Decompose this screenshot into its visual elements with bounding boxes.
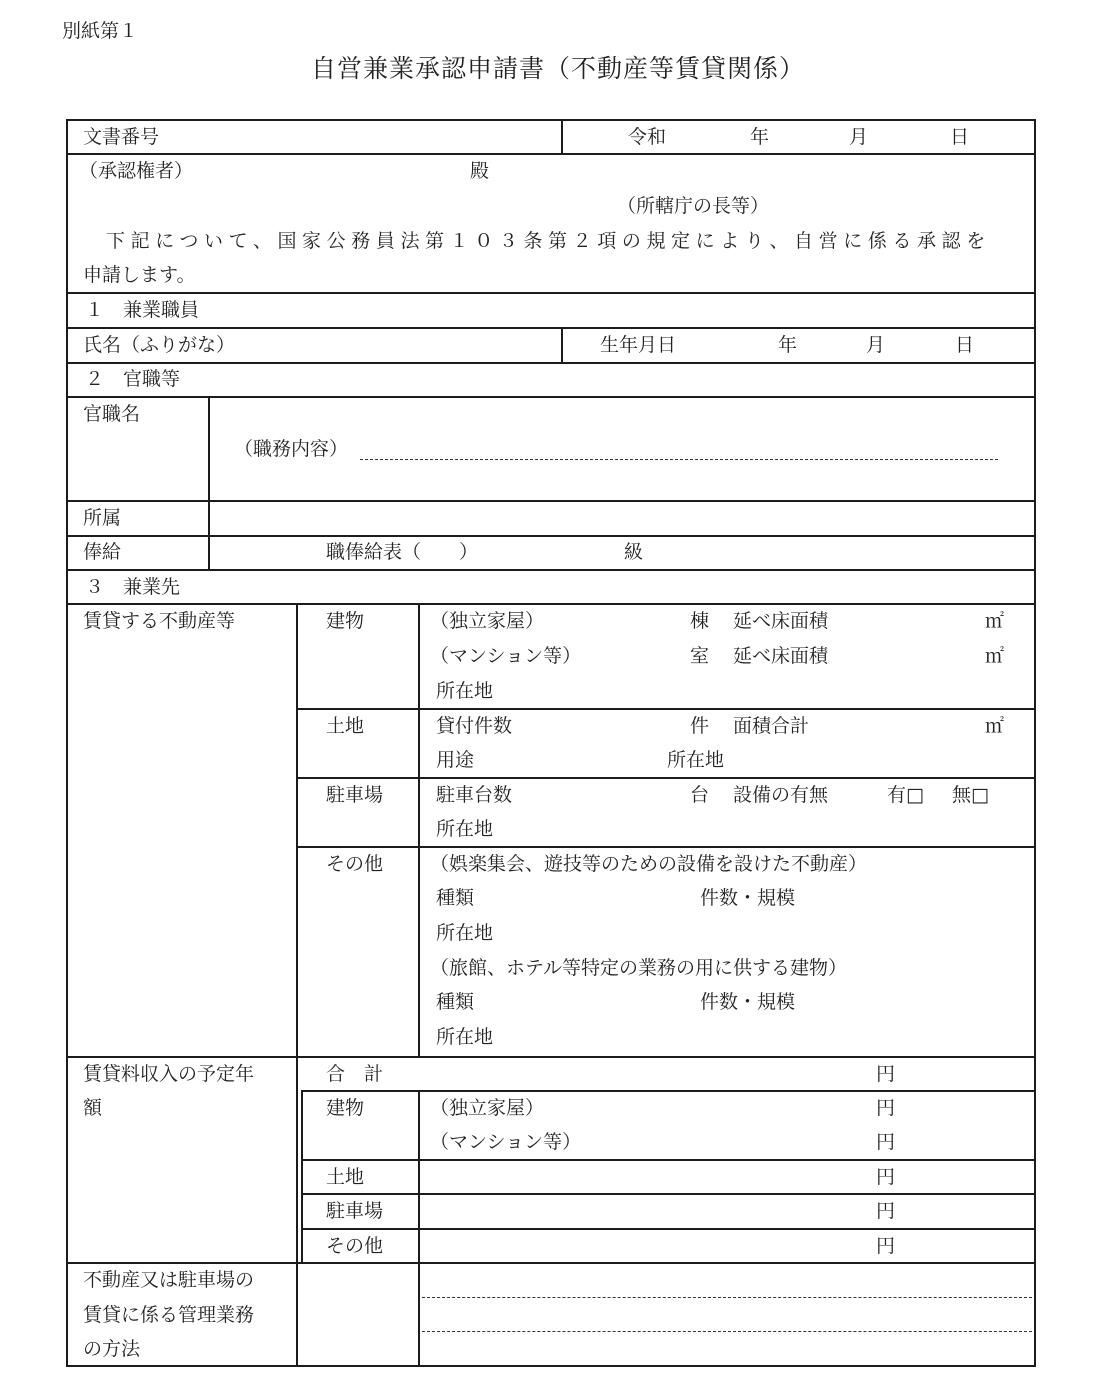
post-label: 官職名 <box>83 403 141 425</box>
amusement-facility-label: （娯楽集会、遊技等のための設備を設けた不動産） <box>430 853 868 875</box>
era-label: 令和 <box>628 126 667 148</box>
other-scale-label-1: 件数・規模 <box>700 887 796 909</box>
income-building-label: 建物 <box>326 1097 365 1119</box>
birth-month-label: 月 <box>866 334 886 356</box>
birth-day-label: 日 <box>955 334 975 356</box>
salary-label: 俸給 <box>83 541 122 563</box>
name-label: 氏名（ふりがな） <box>83 334 236 356</box>
mansion-unit-label: 室 <box>690 645 710 667</box>
income-other-yen: 円 <box>876 1235 896 1257</box>
other-type-label-2: 種類 <box>436 991 475 1013</box>
other-type-label-1: 種類 <box>436 887 475 909</box>
honorific-label: 殿 <box>470 160 490 182</box>
building-label: 建物 <box>326 610 365 632</box>
income-parking-yen: 円 <box>876 1200 896 1222</box>
land-total-area-label: 面積合計 <box>733 715 810 737</box>
agency-head-label: （所轄庁の長等） <box>617 195 770 217</box>
land-sqm-unit-label: ㎡ <box>985 715 1005 737</box>
request-text-line1: 下記について、国家公務員法第１０３条第２項の規定により、自営に係る承認を <box>106 230 991 252</box>
income-label-line1: 賃貸料収入の予定年 <box>83 1063 255 1085</box>
attachment-label: 別紙第１ <box>62 20 139 42</box>
land-location-label: 所在地 <box>667 749 725 771</box>
parking-count-unit-label: 台 <box>690 784 710 806</box>
detached-house-label: （独立家屋） <box>430 610 545 632</box>
date-month-label: 月 <box>849 126 869 148</box>
floor-area-label-2: 延べ床面積 <box>733 645 829 667</box>
management-label-line3: の方法 <box>83 1338 141 1360</box>
facility-yes-checkbox: 有□ <box>887 784 924 806</box>
facility-no-checkbox: 無□ <box>952 784 989 806</box>
income-detached-yen: 円 <box>876 1097 896 1119</box>
date-day-label: 日 <box>950 126 970 148</box>
grade-label: 級 <box>624 541 644 563</box>
other-location-label-1: 所在地 <box>436 922 494 944</box>
management-label-line1: 不動産又は駐車場の <box>83 1269 255 1291</box>
sqm-unit-label-2: ㎡ <box>985 645 1005 667</box>
building-location-label: 所在地 <box>436 680 494 702</box>
section2-heading: ２ 官職等 <box>85 368 181 390</box>
income-mansion-yen: 円 <box>876 1131 896 1153</box>
land-use-label: 用途 <box>436 749 475 771</box>
income-mansion-label: （マンション等） <box>430 1131 582 1153</box>
other-scale-label-2: 件数・規模 <box>700 991 796 1013</box>
income-total-yen: 円 <box>876 1063 896 1085</box>
date-year-label: 年 <box>750 126 770 148</box>
land-count-unit-label: 件 <box>690 715 710 737</box>
parking-location-label: 所在地 <box>436 818 494 840</box>
income-other-label: その他 <box>326 1235 384 1257</box>
section3-heading: ３ 兼業先 <box>85 576 181 598</box>
sqm-unit-label: ㎡ <box>985 610 1005 632</box>
mansion-label: （マンション等） <box>430 645 582 667</box>
authority-label: （承認権者） <box>79 160 194 182</box>
parking-count-label: 駐車台数 <box>436 784 513 806</box>
property-label: 賃貸する不動産等 <box>83 610 236 632</box>
management-label-line2: 賃貸に係る管理業務 <box>83 1304 255 1326</box>
income-detached-label: （独立家屋） <box>430 1097 545 1119</box>
request-text-line2: 申請します。 <box>83 264 196 286</box>
floor-area-label: 延べ床面積 <box>733 610 829 632</box>
hotel-building-label: （旅館、ホテル等特定の業務の用に供する建物） <box>430 957 848 979</box>
salary-table-label: 職俸給表（ ） <box>326 541 479 563</box>
income-label-line2: 額 <box>83 1097 103 1119</box>
affiliation-label: 所属 <box>83 507 122 529</box>
land-count-label: 貸付件数 <box>436 715 513 737</box>
land-label: 土地 <box>326 715 365 737</box>
income-land-yen: 円 <box>876 1166 896 1188</box>
form-title: 自営兼業承認申請書（不動産等賃貸関係） <box>311 54 806 83</box>
other-label: その他 <box>326 853 384 875</box>
other-location-label-2: 所在地 <box>436 1026 494 1048</box>
detached-unit-label: 棟 <box>690 610 710 632</box>
birthdate-label: 生年月日 <box>600 334 677 356</box>
income-parking-label: 駐車場 <box>326 1200 384 1222</box>
facility-label: 設備の有無 <box>733 784 829 806</box>
income-total-label: 合 計 <box>326 1063 384 1085</box>
duties-label: （職務内容） <box>234 438 349 460</box>
doc-number-label: 文書番号 <box>83 126 160 148</box>
section1-heading: １ 兼業職員 <box>85 299 200 321</box>
birth-year-label: 年 <box>778 334 798 356</box>
parking-label: 駐車場 <box>326 784 384 806</box>
income-land-label: 土地 <box>326 1166 365 1188</box>
